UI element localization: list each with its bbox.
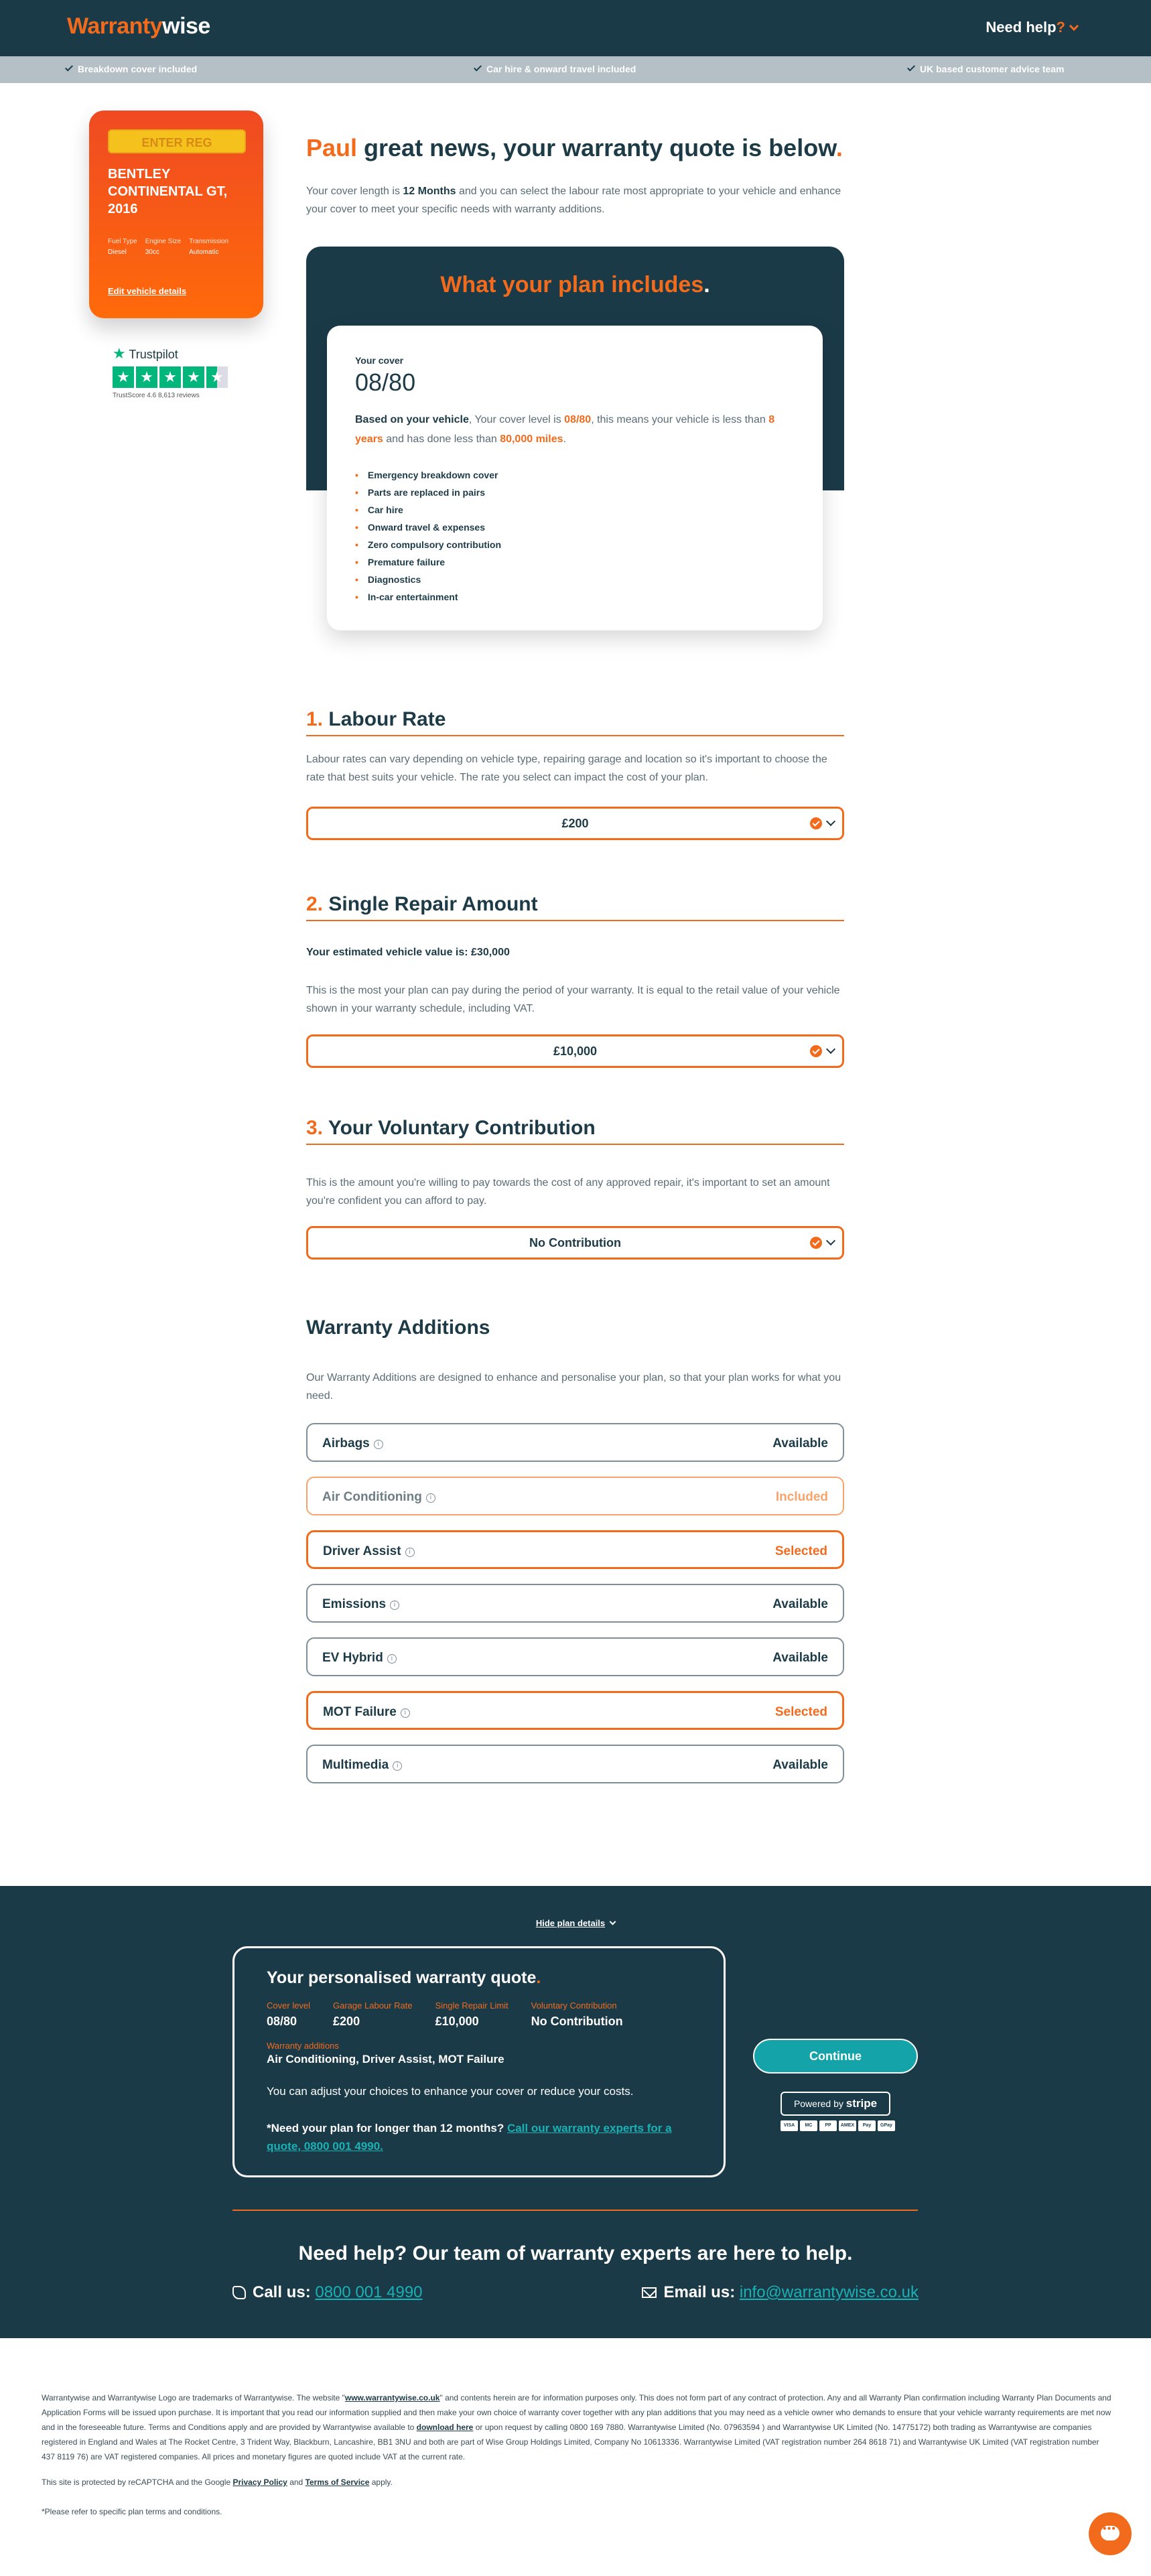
personalised-quote-box [232, 1946, 726, 2177]
vehicle-spec [189, 236, 228, 258]
quote-additions-value: Air Conditioning, Driver Assist, MOT Failure [267, 2053, 504, 2065]
call-experts-link[interactable]: Call our warranty experts for a quote, 0800 001 4990. [267, 2122, 672, 2153]
chevron-down-icon [826, 1044, 835, 1054]
check-circle-icon [810, 817, 822, 829]
intro-part: Your cover length is [306, 186, 403, 197]
legal-text [42, 2390, 1113, 2464]
addition-label: Emissions [322, 1597, 387, 1611]
download-terms-link[interactable]: download here [416, 2423, 474, 2432]
trustpilot-stars [113, 366, 240, 388]
visa-icon: VISA [781, 2120, 798, 2131]
legal-part: Warrantywise and Warrantywise Logo are trademarks of Warrantywise. The website " [42, 2393, 345, 2402]
quote-title-text: Your personalised warranty quote [267, 1968, 537, 1987]
call-us [232, 2283, 423, 2302]
desc-part: , this means your vehicle is less than [591, 414, 769, 425]
check-icon [474, 63, 482, 71]
vehicle-spec [145, 236, 181, 258]
section-title: Labour Rate [323, 708, 446, 730]
warrantywise-logo[interactable] [67, 13, 210, 40]
recaptcha-notice [42, 2478, 393, 2487]
chevron-down-icon [610, 1919, 616, 1925]
usp-item [476, 64, 636, 74]
section-number: 1. [306, 708, 324, 730]
repair-amount-heading [306, 893, 538, 916]
powered-by-label: Powered by [793, 2098, 846, 2109]
addition-name [322, 1758, 402, 1773]
trustpilot-logo [113, 345, 240, 362]
star-icon: ★ [113, 366, 134, 388]
section-title: Single Repair Amount [323, 893, 538, 915]
section-divider [306, 735, 844, 736]
estimate-value: £30,000 [471, 947, 510, 958]
info-icon[interactable]: i [387, 1654, 397, 1664]
vehicle-spec [108, 236, 137, 258]
quote-col-label: Garage Labour Rate [333, 2001, 413, 2011]
desc-part: and has done less than [383, 433, 500, 445]
addition-status: Included [775, 1490, 828, 1504]
amex-icon: AMEX [839, 2120, 856, 2131]
plan-heading-dot: . [703, 272, 710, 297]
addition-label: EV Hybrid [322, 1651, 383, 1665]
list-item: • Emergency breakdown cover [355, 466, 501, 484]
labour-rate-text: Labour rates can vary depending on vehicle type, repairing garage and location so it's important to choose the rate that best suits your vehicle. The rate you select can impact the cost of your plan. [306, 754, 827, 783]
paypal-icon: PP [819, 2120, 837, 2131]
spec-value: 30cc [145, 249, 159, 256]
star-icon: ★ [136, 366, 157, 388]
info-icon[interactable]: i [426, 1493, 435, 1503]
phone-link[interactable]: 0800 001 4990 [315, 2283, 423, 2301]
quote-col [531, 2001, 623, 2029]
addition-label: Airbags [322, 1436, 370, 1450]
labour-rate-heading [306, 708, 446, 731]
usp-item [909, 64, 1065, 74]
addition-status: Available [772, 1597, 828, 1611]
trustpilot-score: TrustScore 4.6 8,613 reviews [113, 392, 200, 399]
contribution-value: No Contribution [529, 1236, 621, 1249]
continue-button[interactable]: Continue [753, 2039, 918, 2074]
contribution-heading [306, 1117, 596, 1140]
labour-rate-select[interactable] [306, 807, 844, 840]
spec-label: Transmission [189, 238, 229, 245]
list-item: • Parts are replaced in pairs [355, 484, 501, 501]
addition-label: MOT Failure [323, 1705, 397, 1719]
chevron-down-icon [1069, 21, 1079, 31]
trustpilot-name: Trustpilot [129, 348, 178, 361]
customer-name: Paul [306, 134, 358, 161]
cover-description [355, 410, 804, 449]
vehicle-name: BENTLEY CONTINENTAL GT, 2016 [108, 167, 228, 216]
email-us [642, 2283, 919, 2302]
quote-title [267, 1968, 541, 1988]
site-header [0, 0, 1151, 56]
addition-status: Available [772, 1651, 828, 1665]
intro-text [306, 182, 842, 218]
usp-label: Breakdown cover included [78, 64, 198, 74]
desc-part: 80,000 miles [500, 433, 563, 445]
addition-status: Available [772, 1758, 828, 1772]
select-icons [810, 1036, 834, 1066]
addition-name [323, 1544, 415, 1559]
info-icon[interactable]: i [401, 1708, 410, 1718]
title-text: great news, your warranty quote is below [357, 134, 836, 161]
longer-plan-question: *Need your plan for longer than 12 months? [267, 2122, 507, 2134]
list-item: • Car hire [355, 501, 501, 519]
quote-title-dot: . [536, 1968, 541, 1987]
legal-part: " and contents herein are for information purposes only. This does not form part of any contract of protection. Any and all Warranty Plan confirmation including Warranty Plan Documents and Application Forms will be issued upon purchase. It is important that you read our information supplied and then make your own choice of warranty cover together with any plan additions that you may need as a vehicle owner who demands to ensure that your vehicle warranty requirements are met now and in the foreseeable future. Terms and Conditions apply and are provided by Warrantywise available to [42, 2393, 1111, 2432]
usp-item [67, 64, 197, 74]
legal-part: and [287, 2478, 306, 2487]
desc-part: Based on your vehicle [355, 414, 469, 425]
half-star-icon: ★ [206, 366, 228, 388]
addition-emissions[interactable] [306, 1584, 844, 1623]
footer-divider [232, 2210, 918, 2211]
email-label: Email us: [663, 2283, 740, 2301]
spec-label: Engine Size [145, 238, 182, 245]
desc-part: . [563, 433, 566, 445]
chat-bubble-icon[interactable] [1089, 2512, 1132, 2555]
need-help-question-mark: ? [1056, 19, 1065, 36]
repair-amount-text: This is the most your plan can pay during the period of your warranty. It is equal to the retail value of your vehicle shown in your warranty schedule, including VAT. [306, 985, 840, 1014]
need-help-menu[interactable] [986, 19, 1077, 36]
google-pay-icon: GPay [878, 2120, 895, 2131]
info-icon[interactable]: i [374, 1440, 383, 1449]
legal-part: apply. [369, 2478, 393, 2487]
star-icon: ★ [159, 366, 181, 388]
quote-col-value: £10,000 [435, 2015, 479, 2028]
trustpilot-widget[interactable] [113, 345, 240, 399]
vehicle-card [89, 111, 263, 318]
cover-length: 12 Months [403, 186, 456, 197]
stripe-logo: stripe [845, 2097, 878, 2110]
section-number: 2. [306, 893, 324, 915]
email-link[interactable]: info@warrantywise.co.uk [739, 2283, 919, 2301]
usp-label: Car hire & onward travel included [486, 64, 636, 74]
plan-features-list [355, 466, 501, 606]
quote-col-value: No Contribution [531, 2015, 623, 2028]
reg-plate-input[interactable]: ENTER REG [108, 129, 246, 153]
usp-bar [0, 56, 1151, 83]
quote-col-value: £200 [333, 2015, 360, 2028]
addition-airbags[interactable] [306, 1423, 844, 1462]
logo-part-2: wise [162, 13, 210, 39]
quote-col [435, 2001, 509, 2029]
phone-icon [232, 2286, 246, 2299]
usp-label: UK based customer advice team [920, 64, 1065, 74]
info-icon[interactable]: i [405, 1548, 415, 1557]
plan-heading [306, 272, 844, 298]
warranty-additions-text: Our Warranty Additions are designed to enhance and personalise your plan, so that your plan works for what you need. [306, 1372, 841, 1402]
cover-label: Your cover [355, 355, 404, 366]
title-dot: . [835, 134, 843, 161]
section-divider [306, 1144, 844, 1145]
chevron-down-icon [826, 1236, 835, 1245]
contribution-text: This is the amount you're willing to pay towards the cost of any approved repair, it's important to set an amount you're confident you can afford to pay. [306, 1177, 830, 1207]
desc-part: , Your cover level is [468, 414, 565, 425]
quote-col-label: Voluntary Contribution [531, 2001, 617, 2011]
section-title: Your Voluntary Contribution [323, 1117, 596, 1139]
need-help-heading: Need help? Our team of warranty experts are here to help. [298, 2242, 853, 2264]
longer-plan-text [267, 2119, 695, 2155]
quote-col-label: Single Repair Limit [435, 2001, 509, 2011]
legal-part: This site is protected by reCAPTCHA and the Google [42, 2478, 233, 2487]
edit-vehicle-link[interactable]: Edit vehicle details [108, 286, 187, 296]
quote-col [333, 2001, 413, 2029]
powered-by-stripe-badge [781, 2092, 890, 2116]
desc-part: 08/80 [564, 414, 592, 425]
terms-of-service-link[interactable]: Terms of Service [305, 2478, 370, 2487]
addition-driver-assist[interactable] [306, 1530, 844, 1569]
cover-card [327, 326, 823, 630]
legal-part: or upon request by calling 0800 169 7880. Warrantywise Limited (No. 07963594 ) and Warrantywise UK Limited (No. 14775172) both trading as Warrantywise are companies registered in England and Wales at The Rocket Centre, 3 Trident Way, Blackburn, Lancashire, BB1 3NU and both are part of Wise Group Holdings Limited, Company No 10613336. Warrantywise Limited (VAT registration number 264 8618 71) and Warrantywise UK Limited (VAT registration number 437 8119 76) are VAT registered companies. All prices and monetary figures are quoted include VAT at the current rate. [42, 2423, 1099, 2461]
mastercard-icon: MC [800, 2120, 817, 2131]
need-help-label: Need help [986, 19, 1057, 36]
mail-icon [642, 2287, 657, 2298]
estimate-label: Your estimated vehicle value is: [306, 947, 472, 958]
page-title [306, 134, 843, 162]
info-icon[interactable]: i [393, 1761, 402, 1771]
logo-part-1: Warranty [67, 13, 163, 39]
spec-value: Diesel [108, 249, 127, 256]
quote-col-value: 08/80 [267, 2015, 297, 2028]
website-link[interactable]: www.warrantywise.co.uk [344, 2393, 440, 2402]
spec-label: Fuel Type [108, 238, 137, 245]
check-circle-icon [810, 1237, 822, 1249]
plan-heading-text: What your plan includes [440, 272, 704, 297]
quote-col-label: Cover level [267, 2001, 311, 2011]
addition-name [322, 1436, 383, 1451]
quote-additions-label: Warranty additions [267, 2041, 339, 2051]
addition-status: Available [772, 1436, 828, 1450]
repair-amount-value: £10,000 [553, 1044, 598, 1058]
addition-label: Multimedia [322, 1758, 389, 1772]
addition-label: Driver Assist [323, 1544, 401, 1558]
list-item: • Onward travel & expenses [355, 519, 501, 536]
addition-name [323, 1705, 410, 1720]
check-icon [907, 63, 915, 71]
vehicle-specs [108, 236, 228, 258]
apple-pay-icon: Pay [858, 2120, 876, 2131]
addition-name [322, 1651, 397, 1666]
spec-value: Automatic [189, 249, 219, 256]
repair-amount-select[interactable] [306, 1034, 844, 1068]
check-circle-icon [810, 1045, 822, 1057]
plan-terms-note: *Please refer to specific plan terms and conditions. [42, 2507, 222, 2516]
addition-name [322, 1597, 399, 1612]
trustpilot-star-icon: ★ [113, 345, 126, 362]
addition-mot-failure[interactable] [306, 1691, 844, 1730]
addition-status: Selected [774, 1544, 827, 1558]
quote-col [267, 2001, 310, 2029]
privacy-policy-link[interactable]: Privacy Policy [232, 2478, 287, 2487]
call-label: Call us: [253, 2283, 316, 2301]
list-item: • Diagnostics [355, 571, 501, 588]
section-divider [306, 920, 844, 921]
list-item: • In-car entertainment [355, 588, 501, 606]
intro-part: and you can select the labour rate most appropriate to your vehicle and enhance your cover to meet your specific needs with warranty additions. [306, 186, 841, 215]
check-icon [65, 63, 73, 71]
info-icon[interactable]: i [390, 1601, 399, 1610]
addition-label: Air Conditioning [322, 1490, 422, 1504]
quote-adjust-text: You can adjust your choices to enhance your cover or reduce your costs. [267, 2085, 634, 2098]
addition-ev-hybrid[interactable] [306, 1637, 844, 1676]
addition-multimedia[interactable] [306, 1745, 844, 1783]
select-icons [810, 809, 834, 838]
hide-plan-details-toggle[interactable] [0, 1918, 1151, 1928]
addition-name [322, 1490, 435, 1505]
list-item: • Zero compulsory contribution [355, 536, 501, 553]
addition-status: Selected [774, 1705, 827, 1719]
list-item: • Premature failure [355, 553, 501, 571]
cover-level: 08/80 [355, 368, 416, 396]
hide-details-label: Hide plan details [535, 1918, 606, 1928]
labour-rate-value: £200 [561, 817, 589, 830]
quote-summary-columns [267, 2001, 646, 2029]
addition-air-conditioning[interactable] [306, 1477, 844, 1515]
select-icons [810, 1228, 834, 1258]
estimated-value [306, 943, 842, 961]
warranty-additions-heading: Warranty Additions [306, 1316, 490, 1339]
star-icon: ★ [183, 366, 204, 388]
payment-card-logos [781, 2120, 895, 2131]
contribution-select[interactable] [306, 1226, 844, 1260]
chevron-down-icon [826, 817, 835, 826]
section-number: 3. [306, 1117, 324, 1139]
desc-part: 8 years [355, 414, 775, 445]
